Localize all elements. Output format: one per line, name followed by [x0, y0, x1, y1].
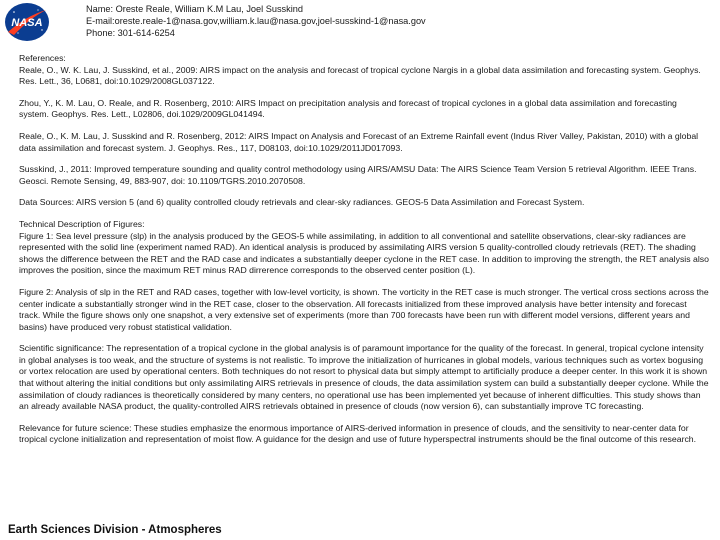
- figure-2-description: Figure 2: Analysis of slp in the RET and RAD cases, together with low-level vorticity, is shown. The vorticity in the RET case is much stronger. The vertical cross sections across the center indicate a substantially stronger wind in the RET case, closer to the observation. All forecasts initialized from these improved analysis have better intensity and forecast track. While the figure shows only one snapshot, a very extensive set of experiments (more than 700 forecasts have been run with different model versions, different years and basins) have produced very robust statistical validation.: [19, 286, 709, 332]
- future-relevance: Relevance for future science: These studies emphasize the enormous importance of AIRS-derived information in presence of clouds, and the sensitivity to near-center data for tropical cyclone initialization and representation of moist flow. A guidance for the design and use of future hyperspectral instruments should be the final outcome of this research.: [19, 422, 697, 445]
- reference-item: Reale, O., W. K. Lau, J. Susskind, et al., 2009: AIRS impact on the analysis and forecast of tropical cyclone Nargis in a global data assimilation and forecasting system. Geophys. Res. Lett., 36, L0681, doi:10.1029/2008GL037122.: [19, 64, 701, 87]
- references-heading: References:: [19, 53, 66, 63]
- contact-name: Name: Oreste Reale, William K.M Lau, Joel Susskind: [86, 4, 304, 14]
- reference-item: Zhou, Y., K. M. Lau, O. Reale, and R. Rosenberg, 2010: AIRS Impact on precipitation analysis and forecast of tropical cyclones in a global data assimilation and forecasting system. Geophys. Res. Lett., L02806, doi.1029/2009GL041494.: [19, 97, 677, 120]
- contact-phone: Phone: 301-614-6254: [86, 28, 175, 38]
- document-body: [19, 53, 709, 456]
- division-footer: Earth Sciences Division - Atmospheres: [8, 524, 222, 536]
- contact-header: [86, 3, 426, 39]
- logo-text: NASA: [11, 17, 43, 29]
- contact-email: E-mail:oreste.reale-1@nasa.gov,william.k.lau@nasa.gov,joel-susskind-1@nasa.gov: [86, 16, 426, 26]
- technical-heading: Technical Description of Figures:: [19, 218, 145, 229]
- reference-item: Susskind, J., 2011: Improved temperature sounding and quality control methodology using AIRS/AMSU Data: The AIRS Science Team Version 5 retrieval Algorithm. IEEE Trans. Geosci. Remote Sensing, 49, 883-907, doi: 10.1109/TGRS.2010.2070508.: [19, 164, 697, 186]
- scientific-significance: Scientific significance: The representation of a tropical cyclone in the global analysis is of paramount importance for the quality of the forecast. In general, tropical cyclone intensity in global analyses is too weak, and the structure of systems is not realistic. To improve the initialization of hurricanes in global models, various techniques such as vortex bogusing or vortex relocation are used by operational centers. Both techniques do not resort to physical data but simply attempt to artificially produce a deeper center. In this work it is shown that without altering the initial conditions but only assimilating AIRS retrievals in presence of clouds, the data assimilation system can build a substantially deeper cyclone. While the assimilation of cloudy radiances is theoretically considered by many centers, no operational use has been implemented yet because of inherent difficulties. This study shows than an already available NASA product, the quality-controlled AIRS retrievals obtained in presence of clouds (now version 6), can substantially improve TC forecasting.: [19, 343, 709, 412]
- nasa-logo: [4, 2, 50, 42]
- figure-1-description: Figure 1: Sea level pressure (slp) in the analysis produced by the GEOS-5 while assimilating, in addition to all conventional and satellite observations, clear-sky radiances are represented with the solid line (experiment named RAD). An identical analysis is produced by assimilating AIRS version 5 quality-controlled cloudy retrievals (RET). The shading shows the difference between the RET and the RAD case and indicates a substantially deeper cyclone in the RET case. In addition to improving the strength, the RET analysis also improves the position, since the maximum RET minus RAD dirrerence corresponds to the observed center position (L).: [19, 230, 709, 276]
- reference-item: Reale, O., K. M. Lau, J. Susskind and R. Rosenberg, 2012: AIRS Impact on Analysis and Forecast of an Extreme Rainfall event (Indus River Valley, Pakistan, 2010) with a global data assimilation and forecast system. J. Geophys. Res., 117, D08103, doi:10.1029/2011JD017093.: [19, 130, 699, 153]
- data-sources: Data Sources: AIRS version 5 (and 6) quality controlled cloudy retrievals and clear-sky radiances. GEOS-5 Data Assimilation and Forecast System.: [19, 197, 585, 208]
